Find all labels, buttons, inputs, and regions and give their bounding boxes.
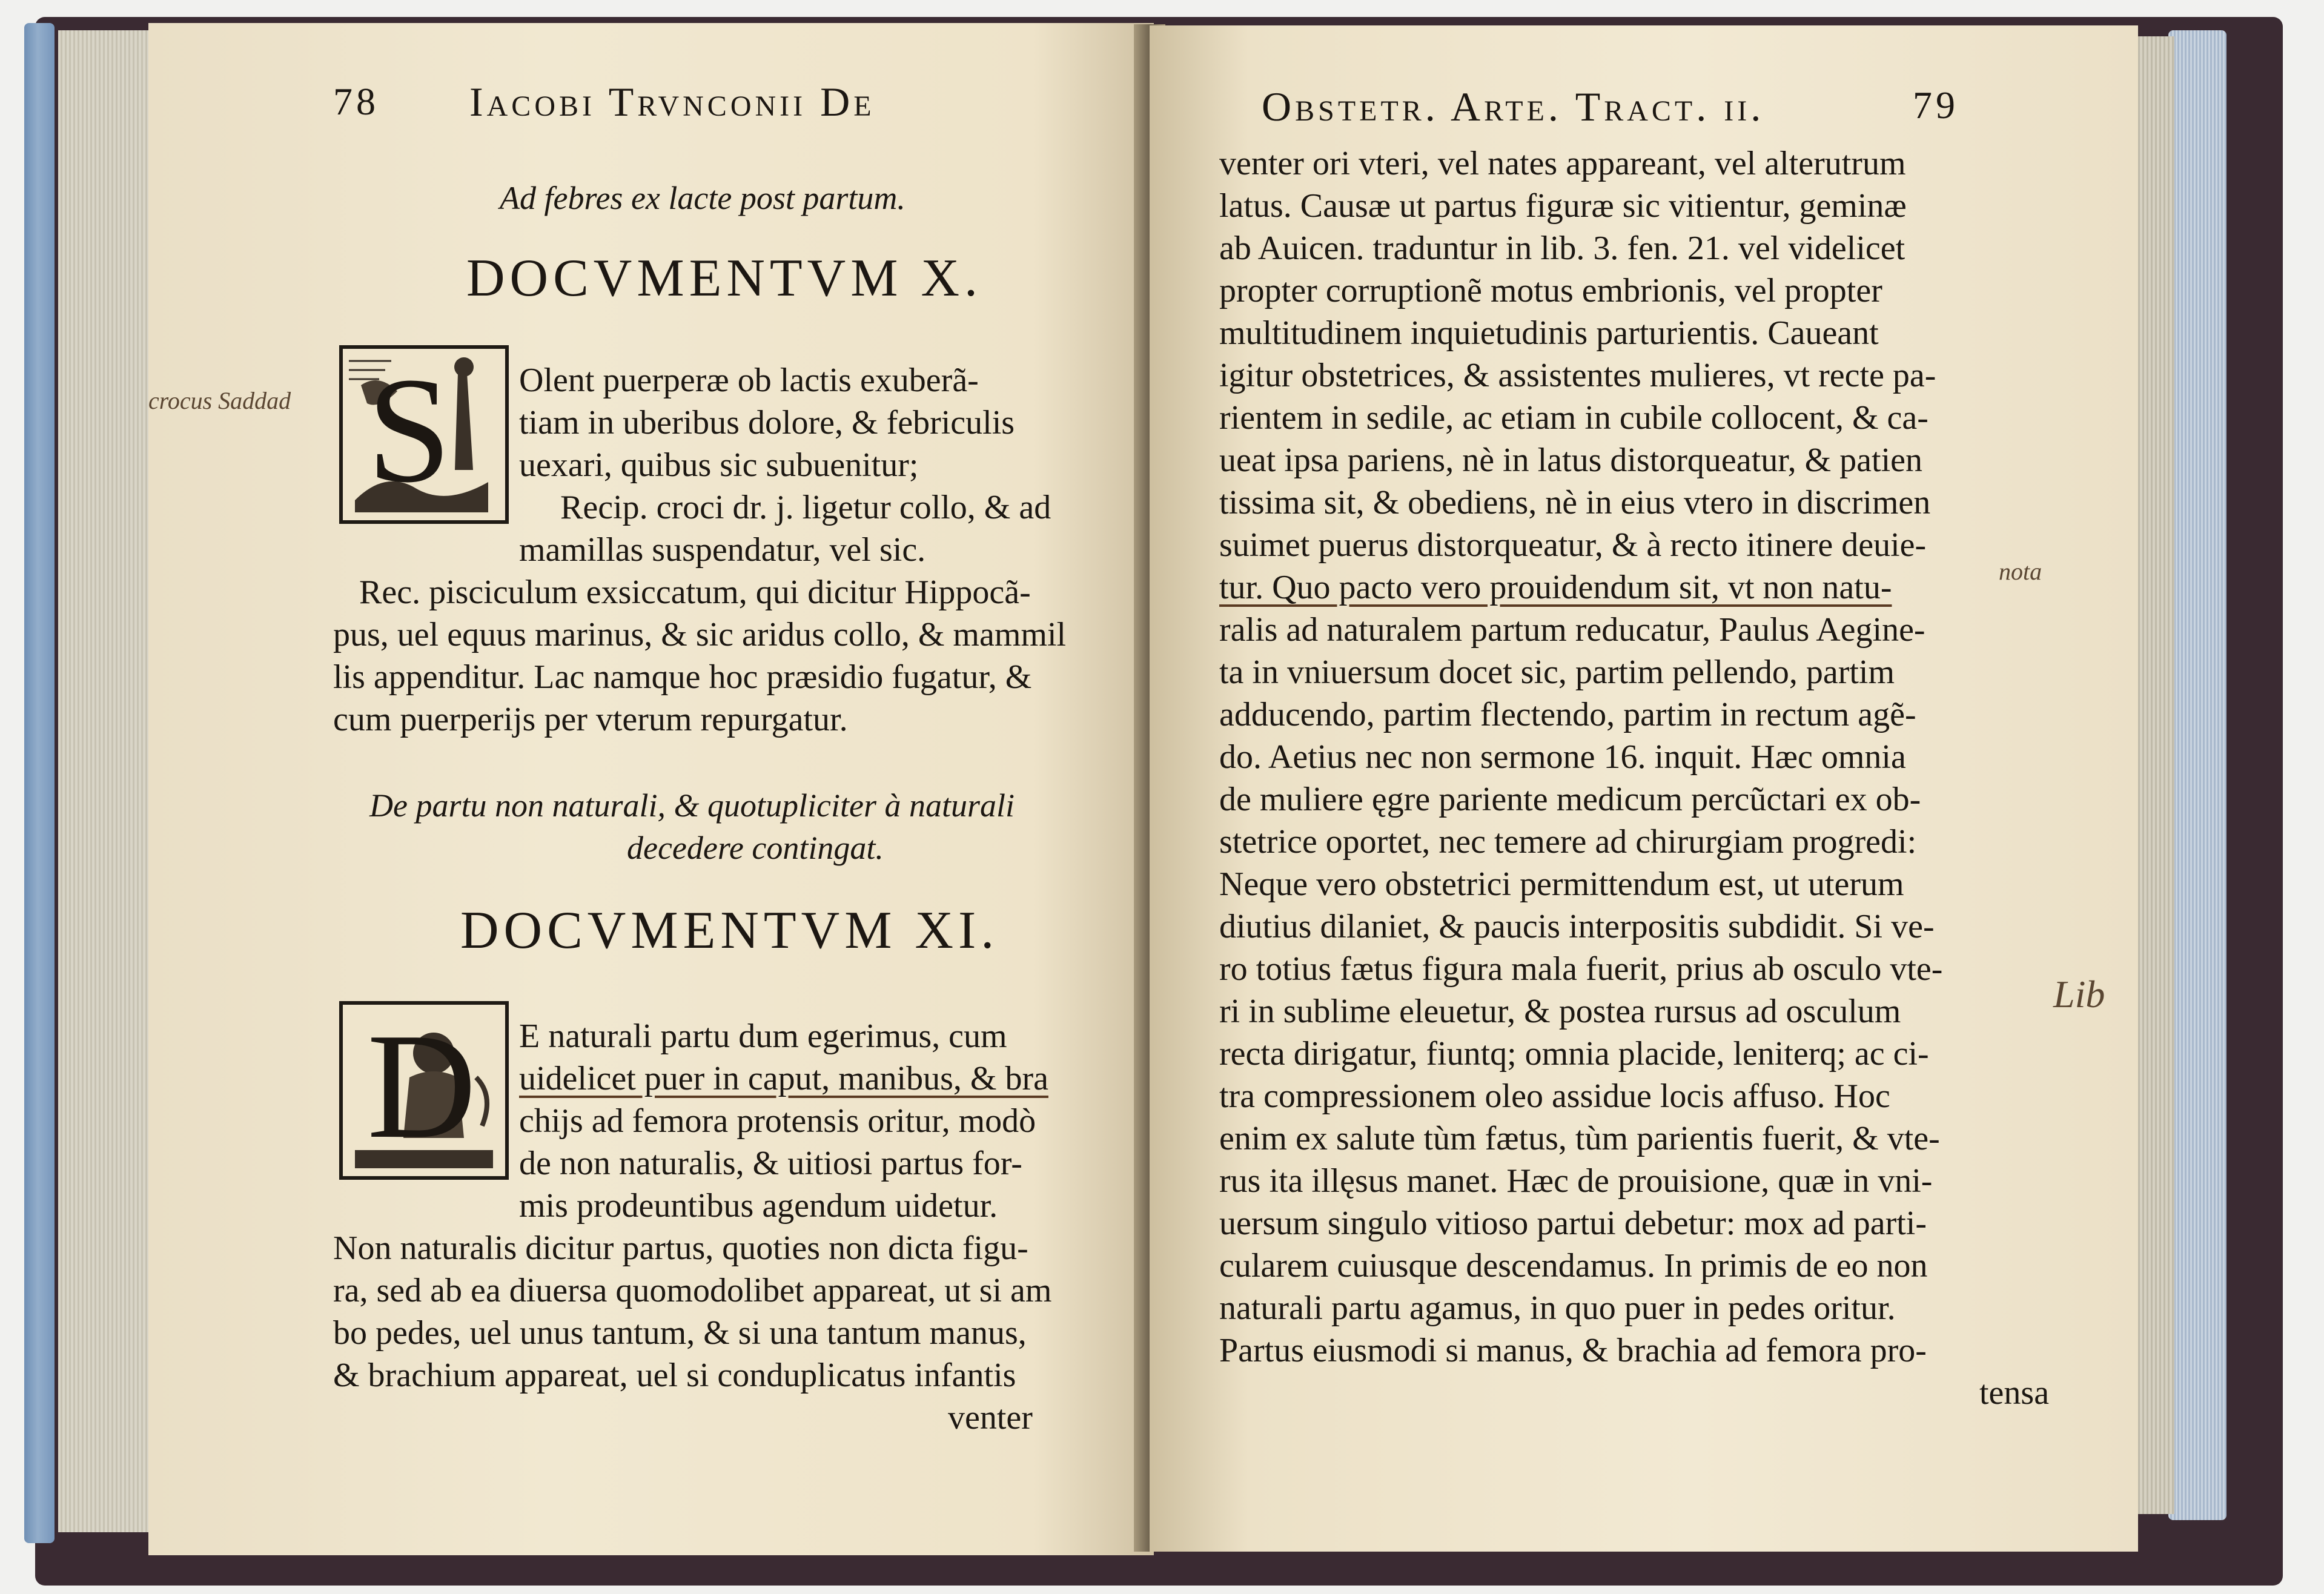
- section-subtitle: Ad febres ex lacte post partum.: [500, 180, 905, 216]
- text-line: tissima sit, & obediens, nè in eius vtero in discrimen: [1219, 484, 1931, 521]
- text-line: bo pedes, uel unus tantum, & si una tantum manus,: [333, 1314, 1027, 1352]
- text-line: uersum singulo vitioso partui debetur: mox ad parti-: [1219, 1205, 1927, 1242]
- drop-cap-letter: S: [367, 346, 452, 514]
- text-line: tra compressionem oleo assidue locis affuso. Hoc: [1219, 1077, 1890, 1115]
- text-line: mis prodeuntibus agendum uidetur.: [519, 1187, 998, 1225]
- text-line: Neque vero obstetrici permittendum est, ut uterum: [1219, 865, 1904, 903]
- text-line: latus. Causæ ut partus figuræ sic vitientur, geminæ: [1219, 187, 1907, 225]
- left-page: [148, 23, 1154, 1555]
- text-line: stetrice oportet, nec temere ad chirurgiam progredi:: [1219, 823, 1917, 861]
- text-line: naturali partu agamus, in quo puer in pedes oritur.: [1219, 1289, 1896, 1327]
- text-line: rus ita illęsus manet. Hæc de prouisione, quæ in vni-: [1219, 1162, 1933, 1200]
- text-line: multitudinem inquietudinis parturientis. Caueant: [1219, 314, 1879, 352]
- text-line: ro totius fætus figura mala fuerit, prius ab osculo vte-: [1219, 950, 1943, 988]
- text-line: mamillas suspendatur, vel sic.: [519, 531, 926, 569]
- text-line: E naturali partu dum egerimus, cum: [519, 1017, 1007, 1055]
- text-line: Olent puerperæ ob lactis exuberã-: [519, 362, 979, 399]
- text-line: ralis ad naturalem partum reducatur, Paulus Aegine-: [1219, 611, 1925, 649]
- text-line: venter ori vteri, vel nates appareant, vel alterutrum: [1219, 145, 1906, 182]
- section-heading: DOCVMENTVM X.: [466, 249, 982, 308]
- text-line: recta dirigatur, fiuntq; omnia placide, leniterq; ac ci-: [1219, 1035, 1929, 1073]
- text-line: lis appenditur. Lac namque hoc præsidio fugatur, &: [333, 658, 1032, 696]
- text-line: cum puerperijs per vterum repurgatur.: [333, 701, 848, 738]
- text-line-underlined: tur. Quo pacto vero prouidendum sit, vt non natu-: [1219, 569, 1892, 606]
- text-line: tiam in uberibus dolore, & febriculis: [519, 404, 1015, 441]
- running-head: Obstetr. Arte. Tract. ii.: [1262, 84, 1765, 130]
- text-line: Rec. pisciculum exsiccatum, qui dicitur Hippocã-: [359, 574, 1031, 611]
- text-line: suimet puerus distorqueatur, & à recto itinere deuie-: [1219, 526, 1927, 564]
- section-subtitle: De partu non naturali, & quotupliciter à naturali: [369, 787, 1015, 824]
- text-line: pus, uel equus marinus, & sic aridus collo, & mammil: [333, 616, 1067, 653]
- margin-note: Lib: [2053, 973, 2105, 1016]
- page-number: 78: [333, 80, 379, 123]
- text-line: ab Auicen. traduntur in lib. 3. fen. 21. vel videlicet: [1219, 230, 1905, 267]
- text-line: de non naturalis, & uitiosi partus for-: [519, 1145, 1022, 1182]
- text-line: Recip. croci dr. j. ligetur collo, & ad: [560, 489, 1051, 526]
- drop-cap-letter: D: [367, 1002, 477, 1170]
- book-edge-left: [24, 23, 55, 1543]
- section-subtitle: decedere contingat.: [627, 830, 884, 866]
- text-line: igitur obstetrices, & assistentes mulieres, vt recte pa-: [1219, 357, 1936, 394]
- text-line: diutius dilaniet, & paucis interpositis subdidit. Si ve-: [1219, 908, 1935, 945]
- text-line: propter corruptionẽ motus embrionis, vel propter: [1219, 272, 1882, 309]
- text-line: cularem cuiusque descendamus. In primis de eo non: [1219, 1247, 1928, 1285]
- text-line: enim ex salute tùm fætus, tùm parientis fuerit, & vte-: [1219, 1120, 1940, 1157]
- text-line: adducendo, partim flectendo, partim in rectum agẽ-: [1219, 696, 1916, 733]
- margin-note: crocus Saddad: [148, 387, 291, 414]
- text-line: ta in vniuersum docet sic, partim pellendo, partim: [1219, 653, 1895, 691]
- right-page: [1150, 25, 2138, 1552]
- catchword: venter: [948, 1399, 1033, 1437]
- text-line: ri in sublime eleuetur, & postea rursus ad osculum: [1219, 993, 1901, 1030]
- book-edge-right: [2168, 30, 2226, 1520]
- running-head: Iacobi Trvnconii De: [469, 79, 875, 125]
- text-line: de muliere ęgre pariente medicum percũctari ex ob-: [1219, 781, 1921, 818]
- text-line: ra, sed ab ea diuersa quomodolibet appareat, ut si am: [333, 1272, 1052, 1309]
- text-line: & brachium appareat, uel si conduplicatus infantis: [333, 1357, 1016, 1394]
- text-line: Non naturalis dicitur partus, quoties non dicta figu-: [333, 1229, 1028, 1267]
- text-line-underlined: uidelicet puer in caput, manibus, & bra: [519, 1060, 1048, 1097]
- text-line: chijs ad femora protensis oritur, modò: [519, 1102, 1036, 1140]
- text-line: do. Aetius nec non sermone 16. inquit. Hæc omnia: [1219, 738, 1906, 776]
- text-line: ueat ipsa pariens, nè in latus distorqueatur, & patien: [1219, 441, 1922, 479]
- text-line: rientem in sedile, ac etiam in cubile collocent, & ca-: [1219, 399, 1928, 437]
- margin-note: nota: [1999, 558, 2042, 585]
- section-heading: DOCVMENTVM XI.: [460, 901, 999, 960]
- drop-cap-woodcut: [339, 345, 509, 524]
- page-number: 79: [1913, 84, 1959, 127]
- text-line: uexari, quibus sic subuenitur;: [519, 446, 919, 484]
- catchword: tensa: [1979, 1374, 2050, 1412]
- drop-cap-woodcut: [339, 1001, 509, 1180]
- text-line: Partus eiusmodi si manus, & brachia ad femora pro-: [1219, 1332, 1927, 1369]
